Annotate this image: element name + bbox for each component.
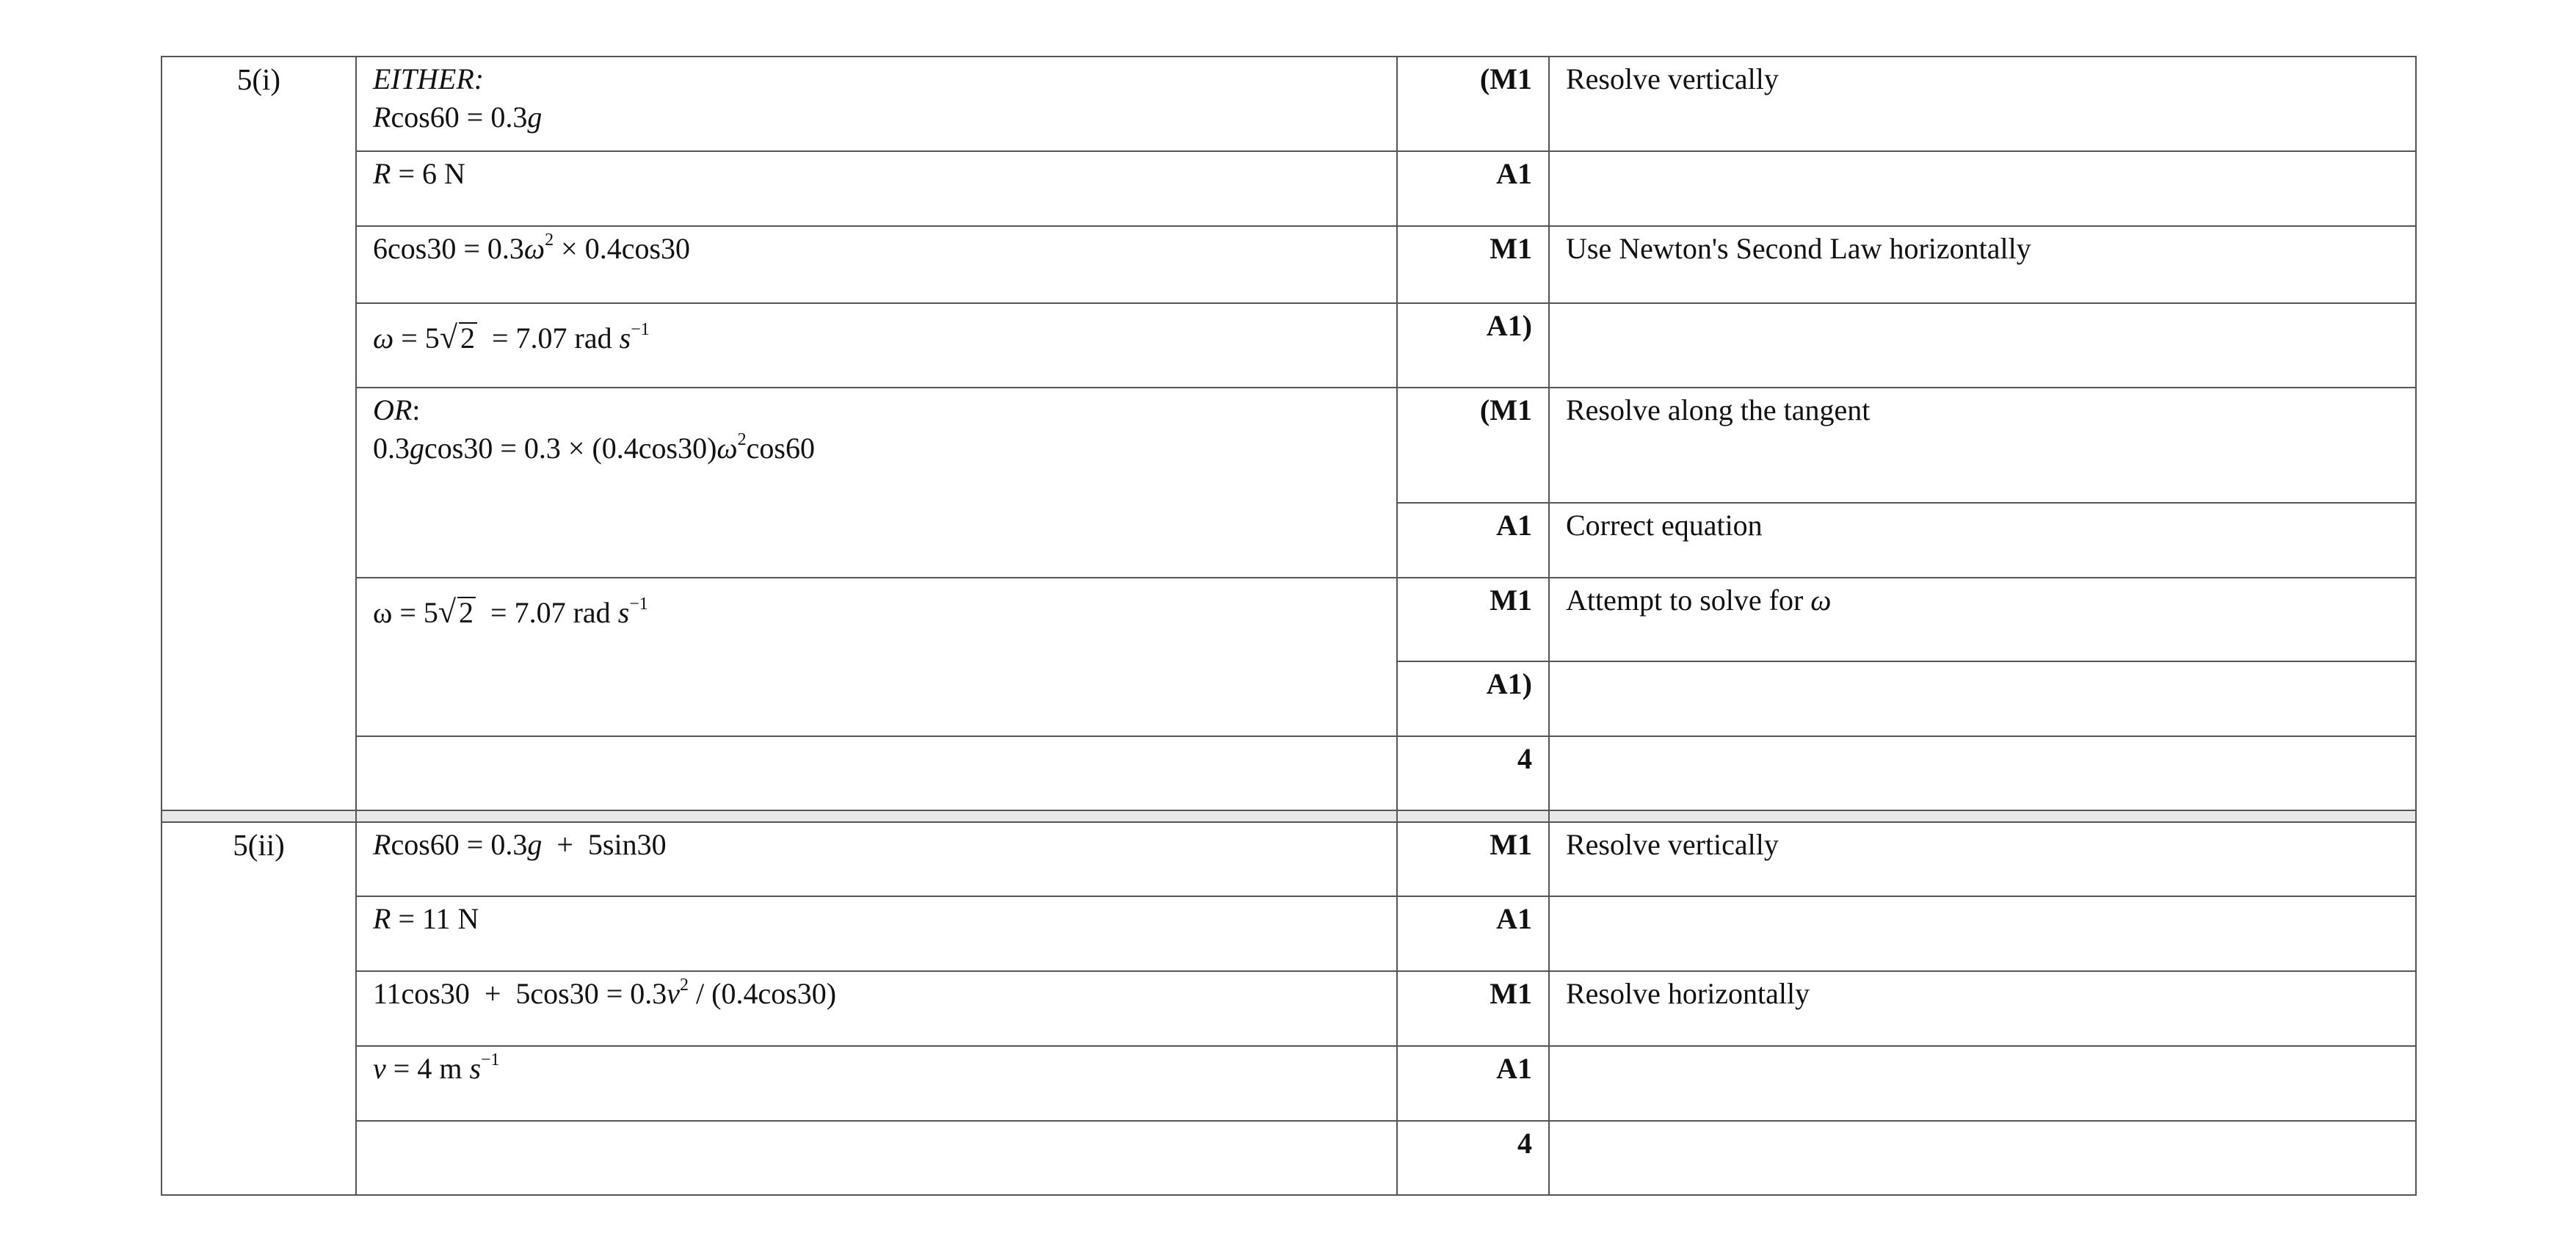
table-row [162,388,2416,503]
mark-scheme [161,56,2415,1200]
guidance-cell [1549,1046,2416,1121]
mark-cell: A1 [1397,151,1549,226]
guidance-cell [1549,151,2416,226]
table-row [162,151,2416,226]
table-row [162,303,2416,388]
guidance-cell [1549,1121,2416,1195]
answer-cell: $11\cos 30 + 5\cos 30 = 0.3v^2 / (0.4\cos 30)$ [356,971,1397,1046]
guidance-cell: Resolve vertically [1549,822,2416,896]
answer-cell [356,388,1397,578]
answer-cell: v = 4 m $s^{-1}$ [356,1046,1397,1121]
mark-cell: A1 [1397,1046,1549,1121]
answer-cell: Rcos60 = 0.3g + 5sin30 [356,822,1397,896]
mark-cell: M1 [1397,971,1549,1046]
guidance-cell: Use Newton's Second Law horizontally [1549,226,2416,303]
guidance-cell: Resolve horizontally [1549,971,2416,1046]
table-row [162,971,2416,1046]
answer-cell [356,57,1397,151]
answer-equation: Rcos60 = 0.3g [373,101,543,134]
table-row [162,822,2416,896]
table-row [162,226,2416,303]
table-row [162,57,2416,151]
table-row [162,1046,2416,1121]
guidance-cell [1549,661,2416,736]
answer-cell: $6\cos 30 = 0.3\omega^2 \times 0.4\cos 30$ [356,226,1397,303]
guidance-cell [1549,896,2416,971]
mark-cell: A1) [1397,661,1549,736]
answer-cell: R = 6 N [356,151,1397,226]
question-number: 5(ii) [162,822,356,1195]
guidance-cell: Resolve vertically [1549,57,2416,151]
table-row [162,1121,2416,1195]
table-row [162,896,2416,971]
mark-cell: M1 [1397,822,1549,896]
mark-cell: M1 [1397,578,1549,661]
table-row [162,736,2416,810]
mark-cell: A1 [1397,896,1549,971]
guidance-cell [1549,736,2416,810]
guidance-cell: Resolve along the tangent [1549,388,2416,503]
mark-cell: (M1 [1397,57,1549,151]
question-number: 5(i) [162,57,356,810]
mark-cell: A1 [1397,503,1549,578]
mark-cell: M1 [1397,226,1549,303]
guidance-cell: Attempt to solve for ω [1549,578,2416,661]
answer-cell [356,1121,1397,1195]
answer-cell [356,736,1397,810]
mark-scheme-table [161,56,2417,1196]
answer-cell: ω = 5√ 2 = 7.07 rad $s^{-1}$ [356,303,1397,388]
section-divider [162,810,2416,822]
method-label: OR: [373,393,421,426]
answer-cell: R = 11 N [356,896,1397,971]
answer-cell: ω = 5√ 2 = 7.07 rad $s^{-1}$ [356,578,1397,736]
guidance-cell: Correct equation [1549,503,2416,578]
mark-cell: A1) [1397,303,1549,388]
guidance-cell [1549,303,2416,388]
mark-cell: (M1 [1397,388,1549,503]
total-mark-cell: 4 [1397,1121,1549,1195]
total-mark-cell: 4 [1397,736,1549,810]
method-label: EITHER: [373,62,485,95]
answer-equation: $0.3gcos30 = 0.3 \times (0.4\cos 30)\omega^2\cos 60$ [373,429,815,465]
table-row [162,578,2416,661]
